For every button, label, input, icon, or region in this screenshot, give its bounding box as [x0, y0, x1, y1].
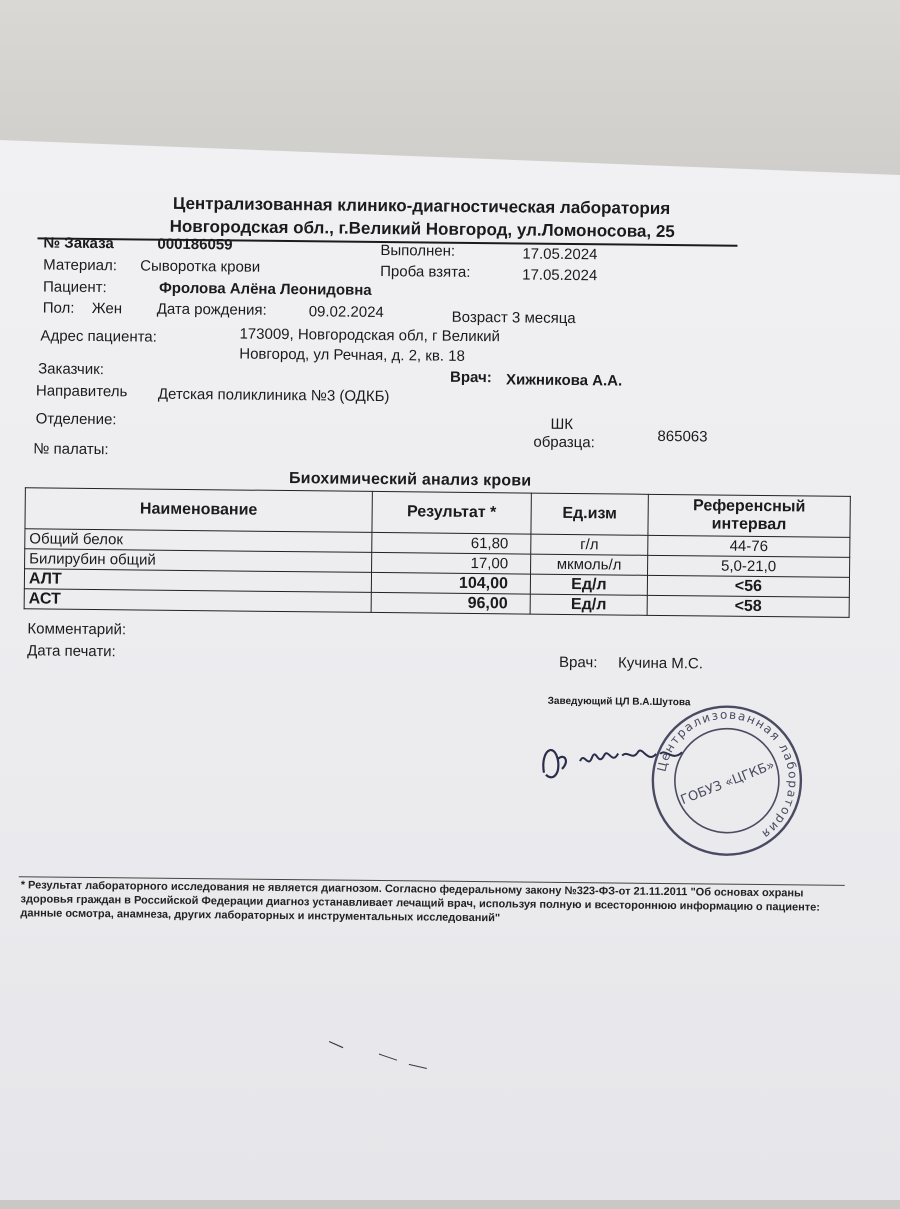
row-ref: <58: [647, 595, 849, 617]
row-unit: Ед/л: [530, 594, 647, 615]
pen-marks: [319, 1033, 439, 1074]
dob-label: Дата рождения:: [156, 300, 267, 319]
row-ref: 5,0-21,0: [648, 555, 850, 577]
sex-value: Жен: [91, 299, 123, 318]
row-unit: мкмоль/л: [531, 554, 648, 575]
material-value: Сыворотка крови: [140, 257, 261, 276]
row-name: АЛТ: [24, 569, 371, 593]
referrer-value: Детская поликлиника №3 (ОДКБ): [157, 385, 390, 406]
age-value: Возраст 3 месяца: [451, 308, 576, 328]
row-ref: 44-76: [648, 535, 850, 557]
done-label: Выполнен:: [380, 241, 456, 260]
order-label: № Заказа: [43, 234, 114, 253]
row-ref: <56: [647, 575, 849, 597]
head-of-lab-label: Заведующий ЦЛ В.А.Шутова: [547, 695, 691, 709]
barcode-label-1: ШК: [550, 415, 574, 434]
material-label: Материал:: [43, 256, 118, 275]
patient-name: Фролова Алёна Леонидовна: [158, 279, 372, 299]
footer-doctor-name: Кучина М.С.: [618, 654, 704, 673]
order-number: 000186059: [157, 235, 233, 254]
footer-doctor-label: Врач:: [559, 653, 598, 672]
address-label: Адрес пациента:: [40, 327, 157, 346]
barcode-label-2: образца:: [533, 433, 595, 452]
done-date: 17.05.2024: [522, 245, 598, 264]
barcode-value: 865063: [657, 427, 708, 446]
row-result: 96,00: [371, 592, 530, 614]
sample-label: Проба взята:: [380, 262, 471, 281]
row-unit: г/л: [531, 534, 648, 555]
customer-label: Заказчик:: [38, 360, 105, 379]
dob-value: 09.02.2024: [308, 303, 384, 322]
col-result-header: Результат *: [372, 491, 531, 534]
address-line-2: Новгород, ул Речная, д. 2, кв. 18: [239, 345, 465, 365]
stamp-outer-text: Централизованная лаборатория: [654, 707, 801, 842]
row-name: АСТ: [24, 589, 371, 613]
patient-label: Пациент:: [42, 278, 107, 297]
doctor-name: Хижникова А.А.: [505, 371, 623, 390]
row-name: Билирубин общий: [25, 549, 372, 573]
doctor-label: Врач:: [449, 368, 492, 387]
sex-label: Пол:: [42, 299, 75, 317]
row-unit: Ед/л: [530, 574, 647, 595]
department-label: Отделение:: [35, 410, 117, 429]
stamp-icon: [646, 700, 808, 862]
col-ref-header: Референсный интервал: [648, 494, 850, 537]
results-table: [24, 487, 851, 618]
referrer-label: Направитель: [35, 382, 128, 401]
ward-label: № палаты:: [33, 440, 109, 459]
comment-label: Комментарий:: [27, 620, 127, 639]
row-result: 104,00: [371, 572, 530, 594]
lab-name: Централизованная клинико-диагностическая лаборатория: [172, 193, 671, 219]
analysis-title: Биохимический анализ крови: [288, 470, 532, 490]
address-line-1: 173009, Новгородская обл, г Великий: [239, 325, 501, 346]
stamp-inner-text: ГОБУЗ «ЦГКБ»: [678, 757, 777, 809]
row-result: 17,00: [372, 552, 531, 574]
col-name-header: Наименование: [25, 488, 372, 533]
print-date-label: Дата печати:: [27, 642, 116, 661]
disclaimer-text: * Результат лабораторного исследования не является диагнозом. Согласно федеральному закону №323-ФЗ-от 21.11.2011 "Об основах охраны здоровья граждан в Российской Федерации диагноз устанавливает лечащий врач, используя полную и всестороннюю информацию о пациенте: данные осмотра, анамнеза, других лабораторных и инструментальных исследований": [20, 879, 821, 925]
sample-date: 17.05.2024: [522, 266, 598, 285]
col-unit-header: Ед.изм: [531, 493, 648, 535]
row-result: 61,80: [372, 532, 531, 554]
lab-address: Новгородская обл., г.Великий Новгород, ул.Ломоносова, 25: [169, 216, 675, 242]
row-name: Общий белок: [25, 529, 372, 553]
